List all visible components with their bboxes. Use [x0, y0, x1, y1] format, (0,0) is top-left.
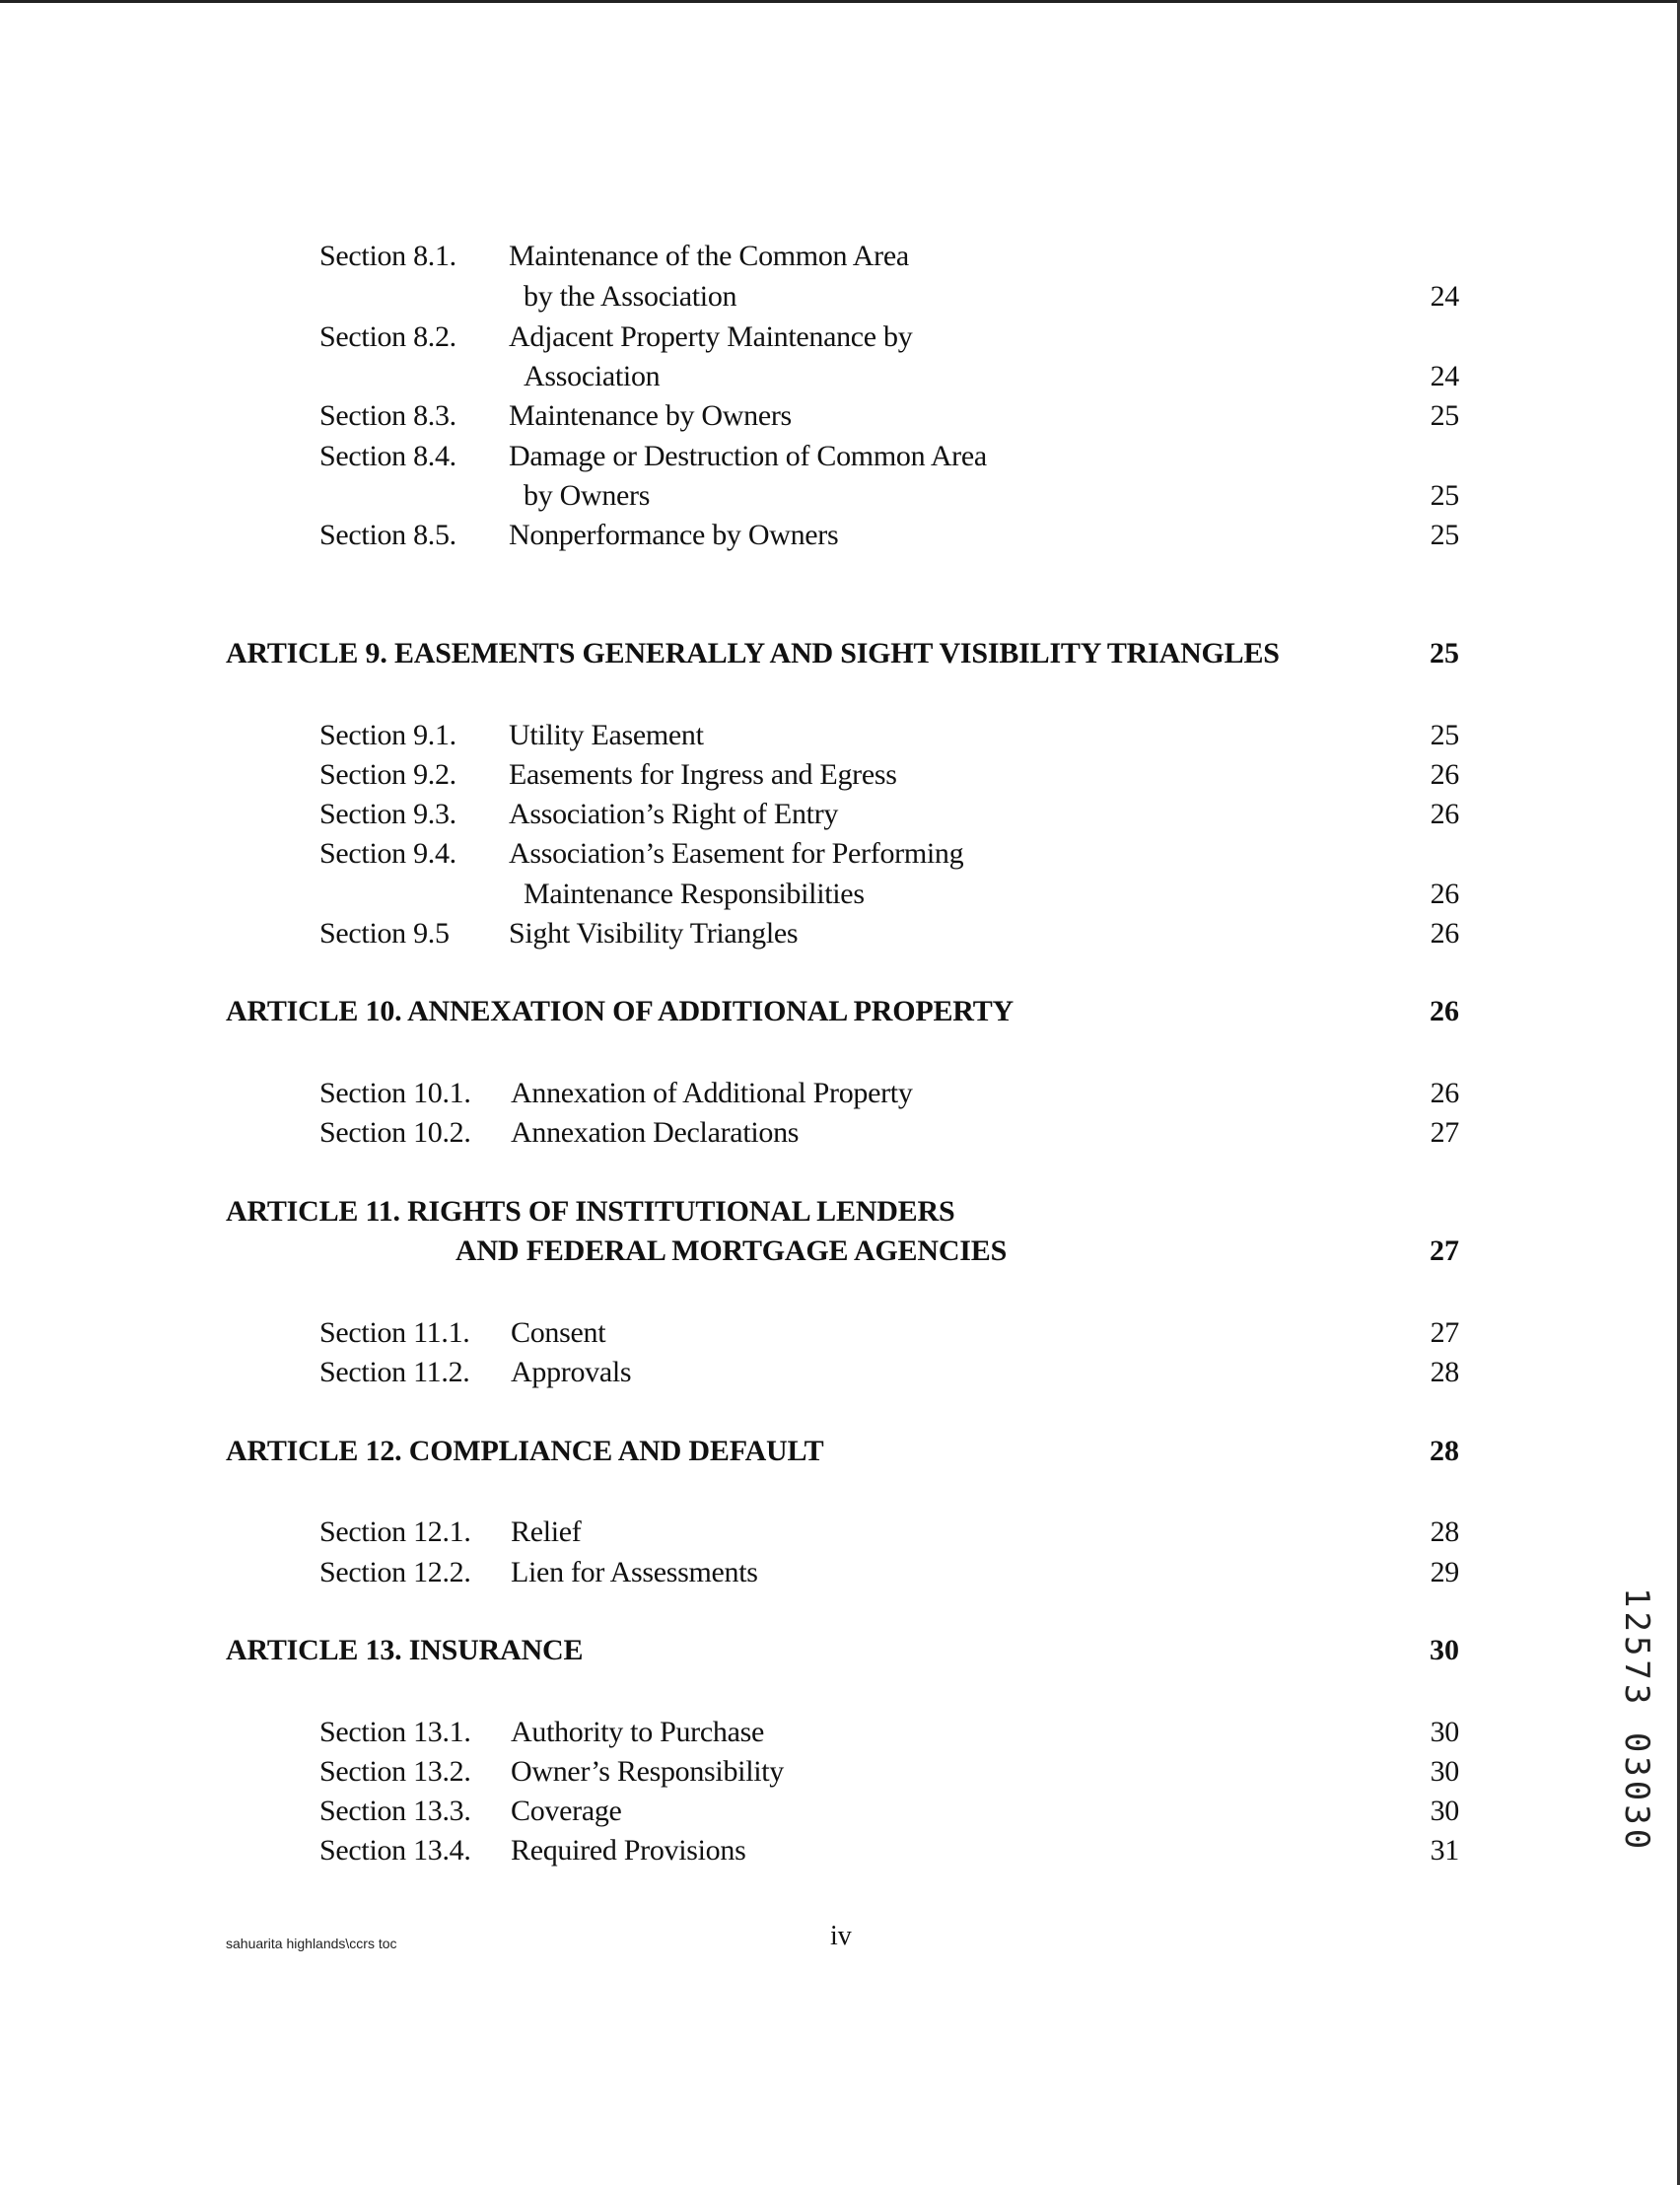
section-title: Authority to Purchase: [511, 1716, 764, 1748]
section-page: 26: [1430, 917, 1459, 950]
section-label: Section 8.4.: [319, 440, 456, 472]
section-title: Association’s Easement for Performing: [509, 837, 964, 870]
section-label: Section 13.2.: [319, 1755, 471, 1788]
section-page: 26: [1430, 1077, 1459, 1109]
article-11-heading: ARTICLE 11. RIGHTS OF INSTITUTIONAL LENDERS: [226, 1195, 955, 1228]
section-title: Damage or Destruction of Common Area: [509, 440, 987, 472]
page-top-edge: [0, 0, 1680, 3]
footer-file-path: sahuarita highlands\ccrs toc: [226, 1936, 397, 1951]
section-label: Section 13.4.: [319, 1834, 471, 1867]
section-title-continued: by the Association: [524, 280, 737, 313]
section-title: Sight Visibility Triangles: [509, 917, 799, 950]
article-12-heading: ARTICLE 12. COMPLIANCE AND DEFAULT: [226, 1435, 824, 1467]
section-page: 24: [1430, 280, 1459, 313]
article-11-page: 27: [1430, 1234, 1459, 1267]
section-label: Section 9.5: [319, 917, 450, 950]
footer-page-number: iv: [830, 1921, 852, 1951]
section-page: 30: [1430, 1795, 1459, 1827]
section-label: Section 8.1.: [319, 240, 456, 272]
document-stamp-number: 12573 03030: [1617, 1587, 1656, 1854]
section-label: Section 10.2.: [319, 1116, 471, 1149]
article-13-page: 30: [1430, 1634, 1459, 1666]
section-page: 26: [1430, 798, 1459, 830]
section-title: Consent: [511, 1316, 606, 1349]
section-page: 27: [1430, 1116, 1459, 1149]
section-label: Section 9.3.: [319, 798, 456, 830]
section-label: Section 8.5.: [319, 519, 456, 551]
article-10-heading: ARTICLE 10. ANNEXATION OF ADDITIONAL PROPERTY: [226, 995, 1014, 1027]
section-page: 29: [1430, 1556, 1459, 1588]
section-page: 30: [1430, 1716, 1459, 1748]
section-page: 27: [1430, 1316, 1459, 1349]
section-label: Section 13.1.: [319, 1716, 471, 1748]
article-10-page: 26: [1430, 995, 1459, 1027]
section-label: Section 11.2.: [319, 1356, 470, 1388]
section-label: Section 10.1.: [319, 1077, 471, 1109]
section-title: Annexation of Additional Property: [511, 1077, 913, 1109]
section-page: 25: [1430, 399, 1459, 432]
section-label: Section 8.3.: [319, 399, 456, 432]
section-page: 31: [1430, 1834, 1459, 1867]
section-title: Adjacent Property Maintenance by: [509, 320, 913, 353]
section-title: Nonperformance by Owners: [509, 519, 839, 551]
section-title: Easements for Ingress and Egress: [509, 758, 897, 791]
section-title: Association’s Right of Entry: [509, 798, 839, 830]
section-title-continued: Association: [524, 360, 661, 392]
section-label: Section 9.1.: [319, 719, 456, 751]
section-title: Relief: [511, 1515, 582, 1548]
article-9-heading: ARTICLE 9. EASEMENTS GENERALLY AND SIGHT VISIBILITY TRIANGLES: [226, 637, 1280, 670]
section-title-continued: Maintenance Responsibilities: [524, 878, 865, 910]
section-page: 24: [1430, 360, 1459, 392]
section-page: 25: [1430, 519, 1459, 551]
section-label: Section 12.1.: [319, 1515, 471, 1548]
section-label: Section 9.4.: [319, 837, 456, 870]
section-label: Section 11.1.: [319, 1316, 470, 1349]
article-11-heading-cont: AND FEDERAL MORTGAGE AGENCIES: [455, 1234, 1008, 1267]
section-page: 26: [1430, 878, 1459, 910]
section-page: 25: [1430, 479, 1459, 512]
section-title: Maintenance by Owners: [509, 399, 792, 432]
section-title: Lien for Assessments: [511, 1556, 758, 1588]
section-title: Approvals: [511, 1356, 632, 1388]
section-page: 30: [1430, 1755, 1459, 1788]
section-label: Section 8.2.: [319, 320, 456, 353]
section-title: Annexation Declarations: [511, 1116, 800, 1149]
section-page: 26: [1430, 758, 1459, 791]
article-9-page: 25: [1430, 637, 1459, 670]
section-label: Section 12.2.: [319, 1556, 471, 1588]
section-title: Maintenance of the Common Area: [509, 240, 909, 272]
section-title: Owner’s Responsibility: [511, 1755, 785, 1788]
section-page: 25: [1430, 719, 1459, 751]
section-title-continued: by Owners: [524, 479, 651, 512]
section-label: Section 13.3.: [319, 1795, 471, 1827]
section-title: Coverage: [511, 1795, 622, 1827]
article-13-heading: ARTICLE 13. INSURANCE: [226, 1634, 584, 1666]
section-title: Utility Easement: [509, 719, 704, 751]
section-title: Required Provisions: [511, 1834, 746, 1867]
section-page: 28: [1430, 1515, 1459, 1548]
article-12-page: 28: [1430, 1435, 1459, 1467]
section-label: Section 9.2.: [319, 758, 456, 791]
section-page: 28: [1430, 1356, 1459, 1388]
